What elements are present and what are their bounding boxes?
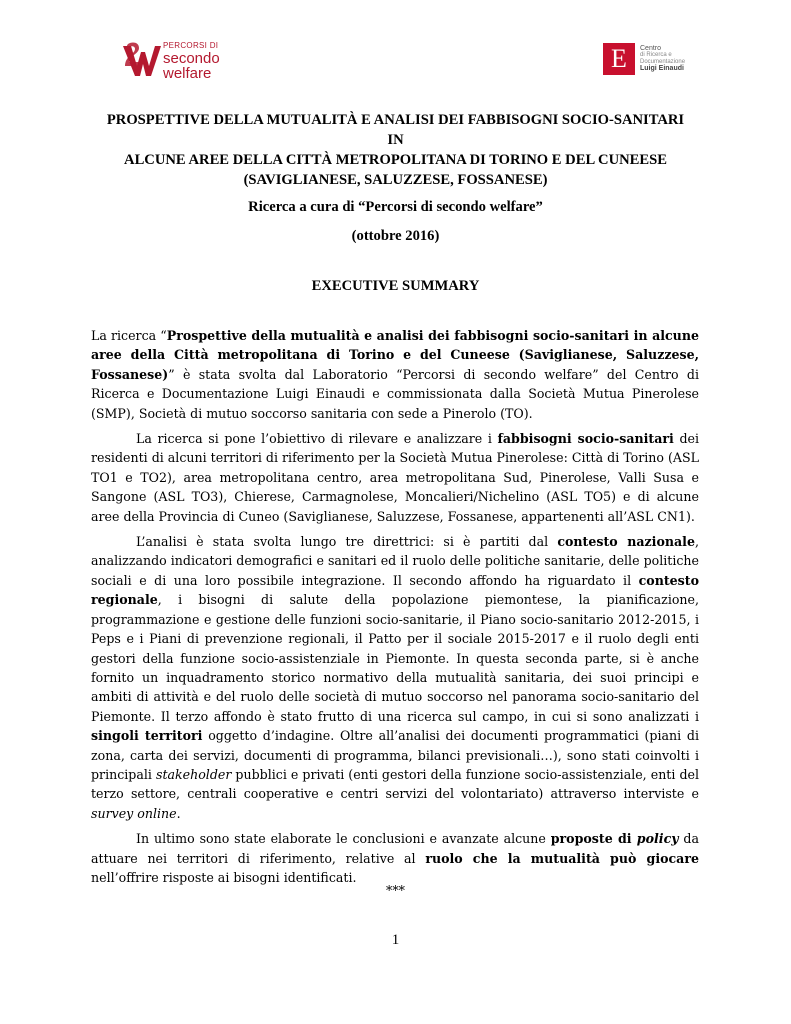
percorsi-secondo-welfare-logo xyxy=(121,40,231,82)
sw-logo-mark-icon xyxy=(121,42,161,78)
einaudi-logo-mark-icon xyxy=(603,43,635,75)
research-date: (ottobre 2016) xyxy=(351,228,440,244)
paragraph-2: La ricerca si pone l’obiettivo di rilevare e analizzare i fabbisogni socio-sanitari dei residenti di alcuni territori di riferimento per la Società Mutua Pinerolese: Città di Torino (ASL TO1 e TO2), area metropolitana centro, area metropolitana Sud, Pinerolese, Valli Susa e Sangone (ASL TO3), Chierese, Carmagnolese, Moncalieri/Nichelino (ASL TO5) e di alcune aree della Provincia di Cuneo (Saviglianese, Saluzzese, Fossanese, appartenenti all’ASL CN1). xyxy=(91,431,699,524)
document-title xyxy=(100,110,691,190)
page-number: 1 xyxy=(391,932,400,948)
logo-text-centro: Centro xyxy=(640,45,662,52)
research-credit: Ricerca a cura di “Percorsi di secondo welfare” xyxy=(248,199,543,215)
logo-text-welfare: welfare xyxy=(163,65,212,82)
einaudi-logo-letter: E xyxy=(611,44,627,73)
summary-body xyxy=(91,326,699,893)
section-heading: EXECUTIVE SUMMARY xyxy=(311,278,480,294)
paragraph-1: La ricerca “Prospettive della mutualità e analisi dei fabbisogni socio-sanitari in alcune aree della Città metropolitana di Torino e del Cuneese (Saviglianese, Saluzzese, Fossanese)” è stata svolta dal Laboratorio “Percorsi di secondo welfare” del Centro di Ricerca e Documentazione Luigi Einaudi e commissionata dalla Società Mutua Pinerolese (SMP), Società di mutuo soccorso sanitaria con sede a Pinerolo (TO). xyxy=(91,328,700,421)
centro-einaudi-logo xyxy=(603,43,703,77)
logo-text-percorsi: PERCORSI DI xyxy=(163,41,219,50)
paragraph-4: In ultimo sono state elaborate le conclusioni e avanzate alcune proposte di policy da attuare nei territori di riferimento, relative al ruolo che la mutualità può giocare nell’offrire risposte ai bisogni identificati. xyxy=(91,831,700,885)
section-separator: *** xyxy=(386,883,405,898)
title-line-1: PROSPETTIVE DELLA MUTUALITÀ E ANALISI DEI FABBISOGNI SOCIO-SANITARI IN xyxy=(106,112,685,148)
title-line-3: (SAVIGLIANESE, SALUZZESE, FOSSANESE) xyxy=(243,172,548,188)
paragraph-3: L’analisi è stata svolta lungo tre direttrici: si è partiti dal contesto nazionale, analizzando indicatori demografici e sanitari ed il ruolo delle politiche sanitarie, delle politiche sociali e di una loro possibile integrazione. Il secondo affondo ha riguardato il contesto regionale, i bisogni di salute della popolazione piemontese, la pianificazione, programmazione e gestione delle funzioni socio-sanitarie, il Piano socio-sanitario 2012-2015, i Peps e i Piani di prevenzione regionali, il Patto per il sociale 2015-2017 e il ruolo degli enti gestori della funzione socio-assistenziale in Piemonte. In questa seconda parte, si è anche fornito un inquadramento storico normativo della mutualità sanitaria, dei suoi principi e ambiti di attività e del ruolo delle società di mutuo soccorso nel panorama socio-sanitario del Piemonte. Il terzo affondo è stato frutto di una ricerca sul campo, in cui si sono analizzati i singoli territori oggetto d’indagine. Oltre all’analisi dei documenti programmatici (piani di zona, carta dei servizi, documenti di programma, bilanci previsionali…), sono stati coinvolti i principali stakeholder pubblici e privati (enti gestori della funzione socio-assistenziale, enti del terzo settore, centrali cooperative e centri servizi del volontariato) attraverso interviste e survey online. xyxy=(91,534,699,821)
title-line-2: ALCUNE AREE DELLA CITTÀ METROPOLITANA DI TORINO E DEL CUNEESE xyxy=(124,152,667,168)
logo-text-secondo: secondo xyxy=(163,50,220,67)
logo-text-ricerca: di Ricerca e xyxy=(640,52,672,59)
logo-text-documentazione: Documentazione xyxy=(640,58,686,65)
logo-text-einaudi: Luigi Einaudi xyxy=(640,64,684,72)
